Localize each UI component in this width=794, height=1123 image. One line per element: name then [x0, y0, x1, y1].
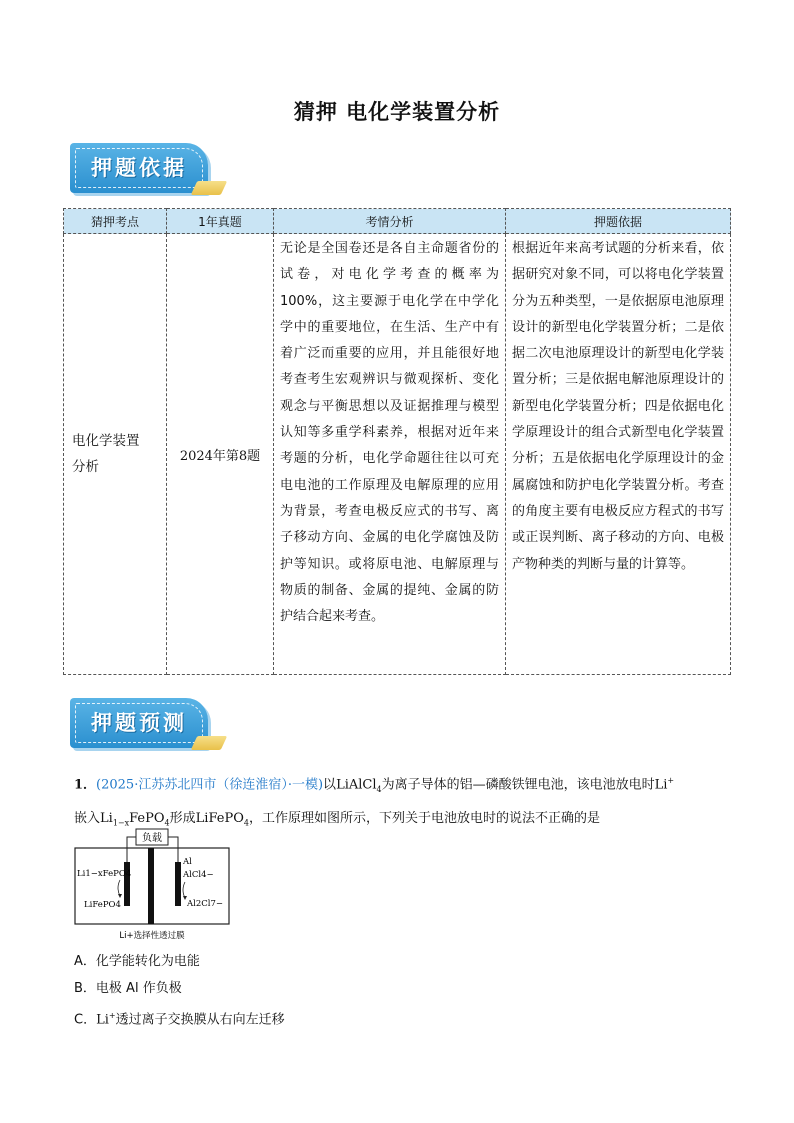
- option-text: 电极 Al 作负极: [95, 981, 182, 996]
- cell-topic: 电化学装置分析: [72, 433, 140, 475]
- formula: Li: [96, 1012, 109, 1028]
- option-text: 化学能转化为电能: [95, 954, 200, 969]
- formula-sub: 4: [243, 818, 249, 828]
- header-year: 1年真题: [167, 209, 274, 234]
- formula: LiFePO: [195, 810, 244, 826]
- question-text: 形成: [169, 810, 196, 826]
- label-li1-xfepo4: Li1−xFePO4: [77, 869, 132, 879]
- anode-electrode: [175, 862, 181, 906]
- question-text: 为离子导体的铝—磷酸铁锂电池，该电池放电时: [381, 777, 655, 793]
- cell-basis: 根据近年来高考试题的分析来看，依据研究对象不同，可以将电化学装置分为五种类型，一是依据原电池原理设计的新型电化学装置分析；二是依据二次电池原理设计的新型电化学装置分析；三是依据电解池原理设计的新型电化学装置分析；四是依据电化学原理设计的组合式新型电化学装置分析；五是依据电化学原理设计的金属腐蚀和防护电化学装置分析。考查的角度主要有电极反应方程式的书写或正误判断、离子移动的方向、电极产物种类的判断与量的计算等。: [512, 241, 724, 572]
- formula-sub: 4: [376, 784, 382, 794]
- banner-tab-decoration: [191, 736, 228, 750]
- table-header-row: [64, 209, 731, 234]
- table-row: [64, 234, 731, 675]
- label-lifepo4: LiFePO4: [84, 900, 121, 910]
- page-title: 猜押 电化学装置分析: [293, 100, 501, 124]
- analysis-table: [63, 208, 731, 675]
- section-banner-prediction: [70, 698, 224, 754]
- banner-tab-decoration: [191, 181, 228, 195]
- battery-diagram: [74, 826, 230, 948]
- option-c[interactable]: [74, 1002, 734, 1029]
- option-letter: C．: [74, 1012, 97, 1028]
- banner-label: 押题预测: [91, 711, 187, 735]
- formula-sub: 1−x: [112, 818, 130, 828]
- section-banner-basis: [70, 143, 224, 199]
- formula: LiAlCl: [336, 777, 377, 793]
- cell-analysis: 无论是全国卷还是各自主命题省份的试卷，对电化学考查的概率为100%，这主要源于电化学在中学化学中的重要地位，在生活、生产中有着广泛而重要的应用，并且能很好地考查考生宏观辨识与微观探析、变化观念与平衡思想以及证据推理与模型认知等多重学科素养，根据对近年来考题的分析，电化学命题往往以可充电电池的工作原理及电解原理的应用为背景，考查电极反应式的书写、离子移动方向、金属的电化学腐蚀及防护等知识。或将原电池、电解原理与物质的制备、金属的提纯、金属的防护结合起来考查。: [280, 241, 499, 625]
- question-number: 1．: [74, 777, 97, 793]
- formula-sup: +: [108, 1011, 116, 1020]
- option-letter: A．: [74, 954, 96, 969]
- question-text: 嵌入: [74, 810, 101, 826]
- formula: FePO: [129, 810, 165, 826]
- option-letter: B．: [74, 981, 96, 996]
- label-al2cl7: Al2Cl7−: [187, 899, 224, 909]
- question-source: (2025·江苏苏北四市（徐连淮宿）·一模): [96, 777, 324, 793]
- formula: Li: [100, 810, 113, 826]
- header-basis: 押题依据: [506, 209, 731, 234]
- banner-label: 押题依据: [91, 156, 187, 180]
- header-topic: 猜押考点: [64, 209, 167, 234]
- question-text: ，工作原理如图所示，下列关于电池放电时的说法不正确的是: [248, 810, 600, 826]
- option-text: 透过离子交换膜从右向左迁移: [115, 1012, 285, 1028]
- load-label: 负载: [142, 833, 162, 844]
- cell-year: 2024年第8题: [167, 234, 274, 675]
- option-a[interactable]: [74, 948, 734, 975]
- label-al: Al: [183, 857, 192, 867]
- option-b[interactable]: [74, 975, 734, 1002]
- formula: Li: [654, 777, 668, 793]
- membrane-caption: Li+选择性透过膜: [119, 931, 185, 941]
- formula-sub: 4: [164, 818, 170, 828]
- header-analysis: 考情分析: [274, 209, 506, 234]
- membrane: [148, 848, 154, 924]
- question-text: 以: [323, 777, 337, 793]
- label-alcl4: AlCl4−: [183, 870, 214, 880]
- formula-sup: +: [667, 776, 675, 785]
- options-list: [74, 948, 734, 1029]
